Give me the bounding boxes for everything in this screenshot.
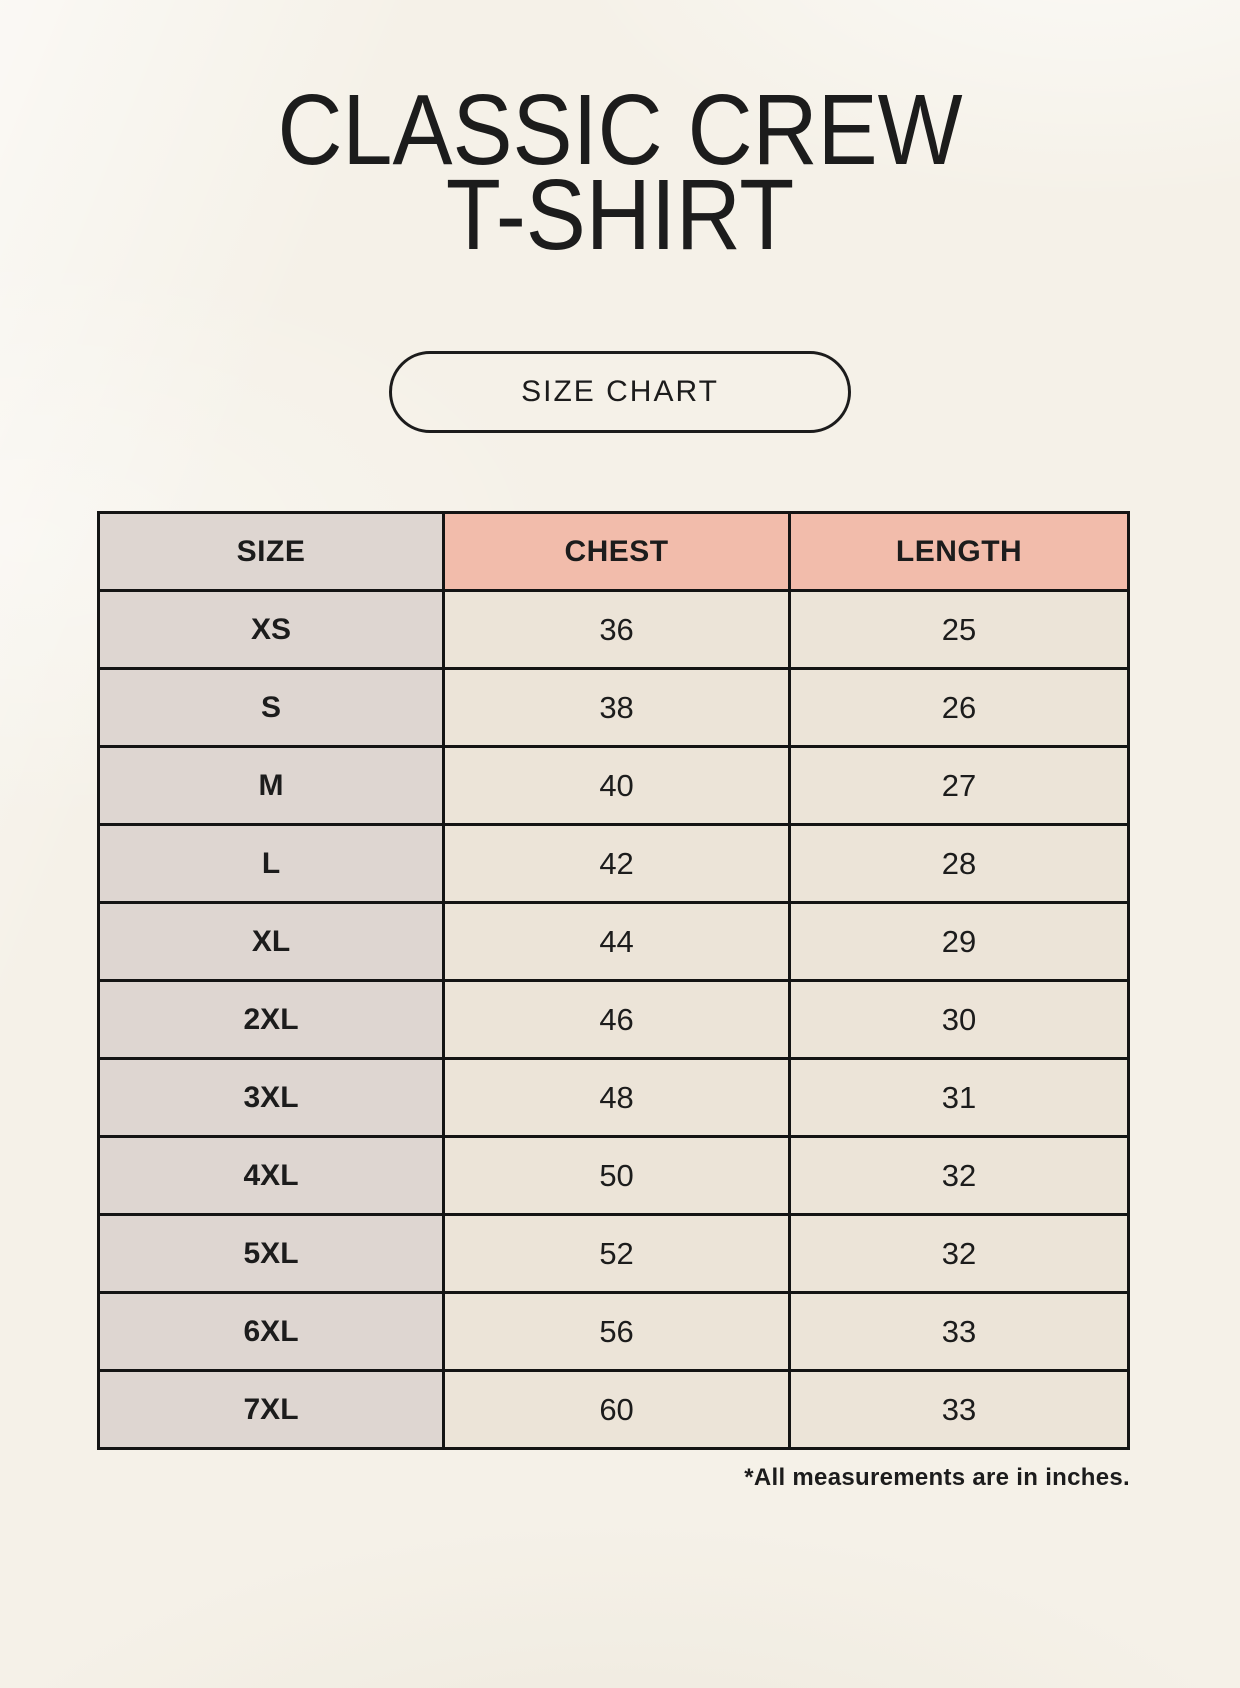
length-cell: 29 xyxy=(790,903,1129,981)
table-row xyxy=(99,825,1129,903)
column-header-size: SIZE xyxy=(99,513,444,591)
size-cell: 2XL xyxy=(99,981,444,1059)
page-title-line-2: T-SHIRT xyxy=(445,159,795,271)
size-table-header xyxy=(99,513,1129,591)
chest-cell: 60 xyxy=(444,1371,790,1449)
length-cell: 28 xyxy=(790,825,1129,903)
table-row xyxy=(99,903,1129,981)
length-cell: 25 xyxy=(790,591,1129,669)
size-cell: L xyxy=(99,825,444,903)
table-row xyxy=(99,1059,1129,1137)
page-title-line-1: CLASSIC CREW xyxy=(277,74,963,186)
size-cell: XL xyxy=(99,903,444,981)
size-cell: XS xyxy=(99,591,444,669)
column-header-chest: CHEST xyxy=(444,513,790,591)
table-row xyxy=(99,1137,1129,1215)
page-title xyxy=(62,74,1178,271)
length-cell: 27 xyxy=(790,747,1129,825)
size-chart-badge-label: SIZE CHART xyxy=(521,375,719,408)
size-cell: 4XL xyxy=(99,1137,444,1215)
size-cell: 6XL xyxy=(99,1293,444,1371)
length-cell: 33 xyxy=(790,1293,1129,1371)
chest-cell: 56 xyxy=(444,1293,790,1371)
size-cell: 7XL xyxy=(99,1371,444,1449)
chest-cell: 48 xyxy=(444,1059,790,1137)
chest-cell: 46 xyxy=(444,981,790,1059)
table-row xyxy=(99,1371,1129,1449)
chest-cell: 36 xyxy=(444,591,790,669)
size-cell: S xyxy=(99,669,444,747)
length-cell: 31 xyxy=(790,1059,1129,1137)
chest-cell: 50 xyxy=(444,1137,790,1215)
size-table xyxy=(97,511,1130,1450)
chest-cell: 52 xyxy=(444,1215,790,1293)
length-cell: 32 xyxy=(790,1215,1129,1293)
table-row xyxy=(99,1215,1129,1293)
chest-cell: 38 xyxy=(444,669,790,747)
table-row xyxy=(99,747,1129,825)
length-cell: 30 xyxy=(790,981,1129,1059)
chest-cell: 44 xyxy=(444,903,790,981)
table-row xyxy=(99,669,1129,747)
length-cell: 33 xyxy=(790,1371,1129,1449)
chest-cell: 40 xyxy=(444,747,790,825)
size-cell: M xyxy=(99,747,444,825)
table-row xyxy=(99,591,1129,669)
chest-cell: 42 xyxy=(444,825,790,903)
length-cell: 26 xyxy=(790,669,1129,747)
table-row xyxy=(99,1293,1129,1371)
size-chart-badge xyxy=(389,351,851,433)
measurements-note: *All measurements are in inches. xyxy=(744,1464,1130,1491)
length-cell: 32 xyxy=(790,1137,1129,1215)
size-table-body xyxy=(99,591,1129,1449)
column-header-length: LENGTH xyxy=(790,513,1129,591)
header-row xyxy=(99,513,1129,591)
size-cell: 3XL xyxy=(99,1059,444,1137)
size-cell: 5XL xyxy=(99,1215,444,1293)
table-row xyxy=(99,981,1129,1059)
